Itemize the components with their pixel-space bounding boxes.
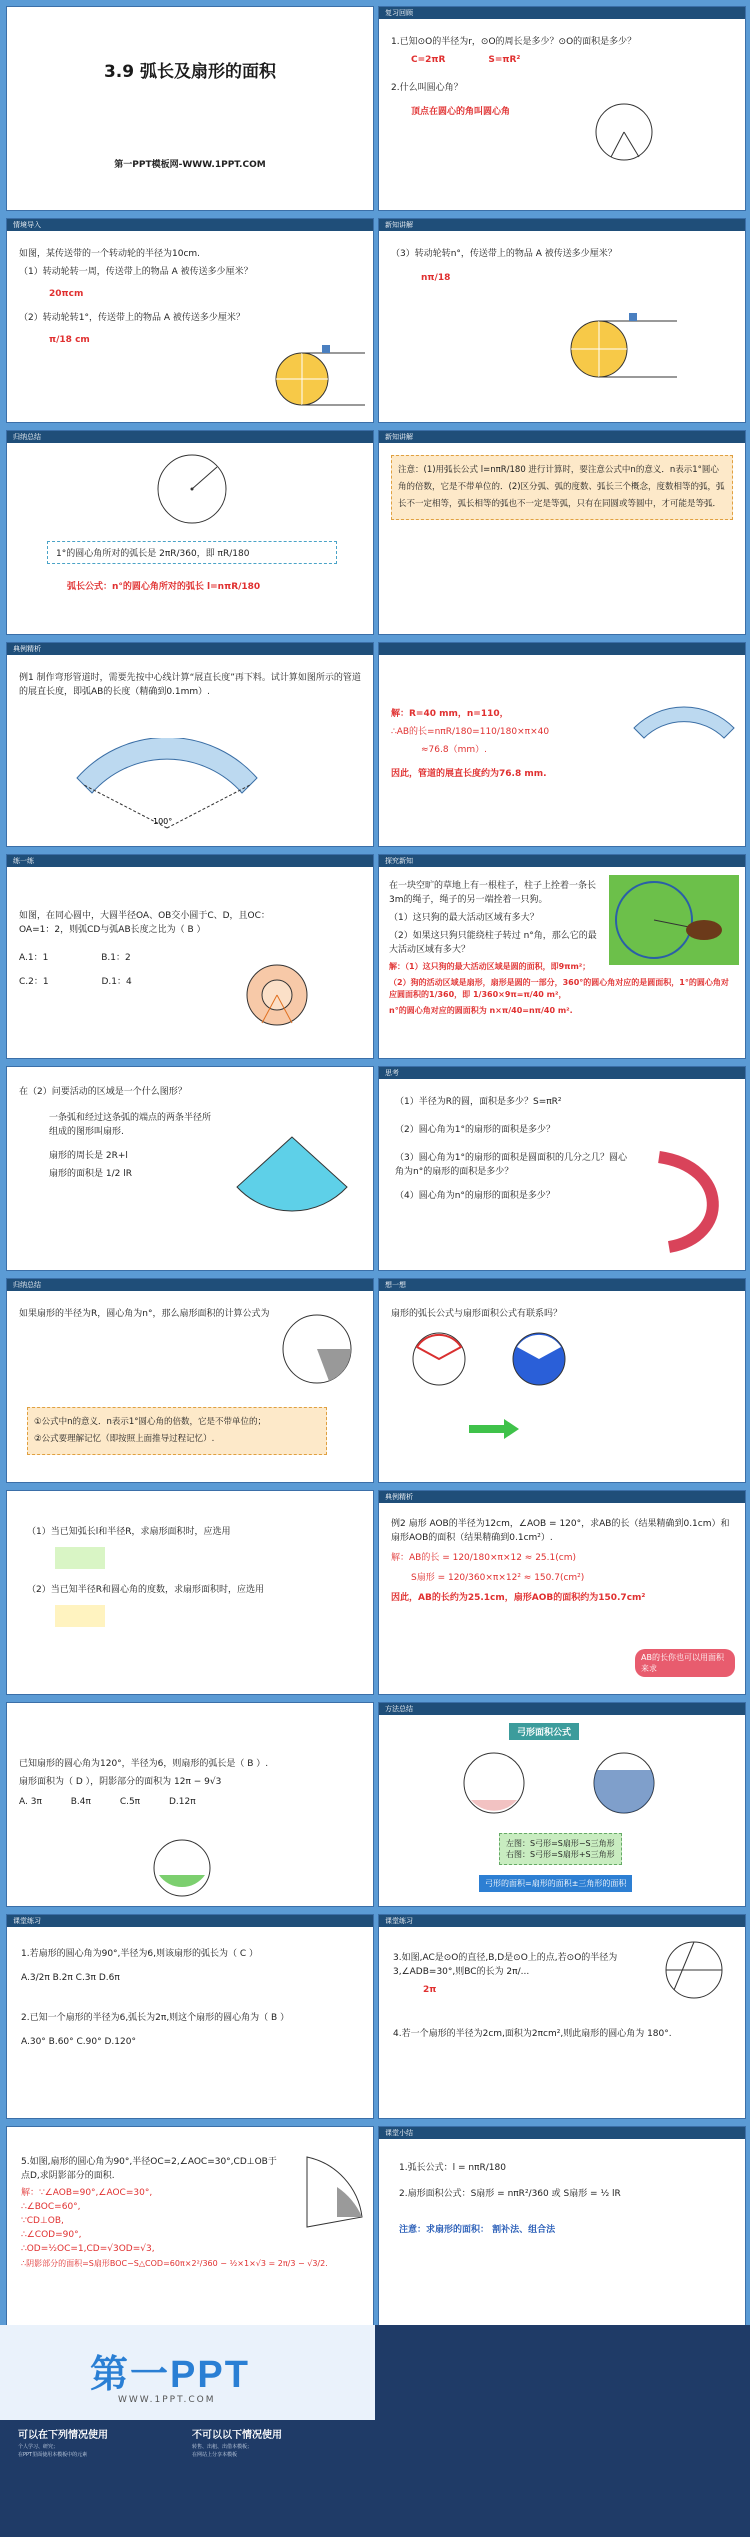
option-b[interactable]: B.1：2 [101, 953, 131, 963]
page-title: 3.9 弧长及扇形的面积 [103, 62, 277, 82]
answer: 顶点在圆心的角叫圆心角 [411, 107, 511, 117]
summary-note: 注意：求扇形的面积： 割补法、组合法 [399, 2225, 556, 2235]
arc-length-formula: 弧长公式：n°的圆心角所对的弧长 l=nπR/180 [67, 582, 261, 592]
answer: C=2πR [411, 55, 446, 65]
usage-title: 不可以以下情况使用 [192, 2430, 282, 2441]
slide-intro[interactable] [6, 218, 374, 423]
wheel-diagram [559, 304, 679, 384]
slide-header [379, 643, 745, 655]
option-b[interactable]: B.4π [70, 1797, 91, 1807]
slide-header: 情境导入 [7, 219, 373, 231]
solution-line: 因此，管道的展直长度约为76.8 mm. [391, 769, 547, 779]
solution-line: ∴AB的长=nπR/180=110/180×π×40 [391, 727, 550, 737]
formula-badge [55, 1547, 105, 1569]
slide-review[interactable] [378, 6, 746, 211]
solution-line: n°的圆心角对应的圆面积为 n×π/40=nπ/40 m². [389, 1006, 573, 1015]
answer: nπ/18 [421, 273, 451, 283]
solution-line: 因此，AB的长约为25.1cm，扇形AOB的面积约为150.7cm² [391, 1593, 646, 1603]
solution-line: 解：∵∠AOB=90°,∠AOC=30°, [21, 2188, 153, 2198]
slide-reflect[interactable] [378, 1278, 746, 1483]
question: （3）转动轮转n°，传送带上的物品 A 被传送多少厘米？ [391, 249, 617, 259]
question: （1）这只狗的最大活动区域有多大？ [389, 913, 539, 923]
question: （2）圆心角为1°的扇形的面积是多少？ [395, 1125, 555, 1135]
arrow-icon [469, 1419, 519, 1439]
slide-header: 课堂练习 [7, 1915, 373, 1927]
slide-header: 复习回顾 [379, 7, 745, 19]
circle-diagram [147, 1833, 217, 1903]
options[interactable]: A.30° B.60° C.90° D.120° [21, 2037, 136, 2047]
question: 2.已知一个扇形的半径为6,弧长为2π,则这个扇形的圆心角为（ B ） [21, 2013, 290, 2023]
formula-line: 右图：S弓形=S扇形+S三角形 [506, 1850, 615, 1859]
question: （3）圆心角为1°的扇形的面积是圆面积的几分之几？圆心角为n°的扇形的面积是多少？ [395, 1153, 627, 1177]
brand-logo: 第一PPT [90, 2354, 250, 2396]
text: 在一块空旷的草地上有一根柱子，柱子上拴着一条长3m的绳子，绳子的另一端拴着一只狗。 [389, 881, 597, 905]
solution-line: ∴∠COD=90°, [21, 2230, 82, 2240]
slide-header: 思考 [379, 1067, 745, 1079]
brand-url[interactable]: WWW.1PPT.COM [118, 2395, 216, 2405]
question: 5.如图,扇形的圆心角为90°,半径OC=2,∠AOC=30°,CD⊥OB于点D,求阴影部分的面积. [21, 2157, 277, 2181]
options[interactable]: A.3/2π B.2π C.3π D.6π [21, 1973, 120, 1983]
slide-class-practice-3[interactable] [6, 2126, 374, 2331]
answer: S=πR² [488, 55, 521, 65]
slide-formula-choice[interactable] [6, 1490, 374, 1695]
solution-line: 解：（1）这只狗的最大活动区域是圆的面积，即9πm²； [389, 962, 591, 971]
slide-example-1-solution[interactable] [378, 642, 746, 847]
note-box [27, 1407, 327, 1455]
question: （4）圆心角为n°的扇形的面积是多少？ [395, 1191, 555, 1201]
question: 1.已知⊙O的半径为r，⊙O的周长是多少？⊙O的面积是多少？ [391, 37, 637, 47]
note-line: ①公式中n的意义．n表示1°圆心角的倍数，它是不带单位的； [34, 1417, 267, 1427]
solution-line: S扇形 = 120/360×π×12² ≈ 150.7(cm²) [411, 1573, 585, 1583]
answer: π/18 cm [49, 335, 90, 345]
example-text: 例1 制作弯形管道时，需要先按中心线计算“展直长度”再下料。试计算如图所示的管道的展直长度，即弧AB的长度（精确到0.1mm）. [19, 673, 361, 697]
question: 2.什么叫圆心角？ [391, 83, 463, 93]
slide-header: 方法总结 [379, 1703, 745, 1715]
wheel-diagram [267, 339, 367, 414]
slide-practice[interactable] [6, 854, 374, 1059]
option-d[interactable]: D.1：4 [101, 977, 132, 987]
logo-area [0, 2325, 375, 2420]
slide-header: 想一想 [379, 1279, 745, 1291]
slide-header: 练一练 [7, 855, 373, 867]
footer-right-panel [375, 2325, 750, 2537]
solution-line: ≈76.8（mm）. [421, 745, 487, 755]
solution-line: ∵CD⊥OB, [21, 2216, 64, 2226]
slide-notes[interactable] [378, 430, 746, 635]
circle-diagram [509, 1329, 569, 1389]
slide-sector-definition[interactable] [6, 1066, 374, 1271]
formula-text: 1°的圆心角所对的弧长是 2πR/360，即 πR/180 [56, 549, 250, 559]
question: 已知扇形的圆心角为120°，半径为6，则扇形的弧长是（ B ）. [19, 1759, 269, 1769]
perimeter-formula: 扇形的周长是 2R+l [49, 1151, 128, 1161]
circle-diagram [147, 449, 237, 529]
dog-diagram [609, 875, 739, 965]
slide-example-1[interactable] [6, 642, 374, 847]
option-c[interactable]: C.5π [119, 1797, 141, 1807]
slide-header: 探究新知 [379, 855, 745, 867]
slide-class-practice-2[interactable] [378, 1914, 746, 2119]
quarter-sector-diagram [297, 2147, 367, 2237]
question: （2）转动轮转1°，传送带上的物品 A 被传送多少厘米？ [19, 313, 245, 323]
area-formula: 扇形的面积是 1/2 lR [49, 1169, 132, 1179]
summary-line: 2.扇形面积公式：S扇形 = nπR²/360 或 S扇形 = ½ lR [399, 2189, 621, 2199]
slide-header: 新知讲解 [379, 219, 745, 231]
slide-sector-formula[interactable] [6, 1278, 374, 1483]
sector-circle [277, 1309, 357, 1389]
slide-class-practice-1[interactable] [6, 1914, 374, 2119]
solution-line: ∴OD=½OC=1,CD=√3OD=√3, [21, 2244, 155, 2254]
circle-diagram [409, 1329, 469, 1389]
option-a[interactable]: A. 3π [19, 1797, 42, 1807]
usage-line: 在网站上分享本模板 [192, 2452, 238, 2458]
slide-explore[interactable] [378, 854, 746, 1059]
curved-arrow [649, 1147, 729, 1257]
formula-box [47, 541, 337, 564]
usage-line: 个人学习、研究； [18, 2444, 59, 2450]
solution-line: ∴阴影部分的面积=S扇形BOC−S△COD=60π×2²/360 − ½×1×√3 = 2π/3 − √3/2. [21, 2259, 328, 2268]
footer [0, 2325, 750, 2537]
slide-new-knowledge[interactable] [378, 218, 746, 423]
question: 扇形面积为（ D ），阴影部分的面积为 12π − 9√3 [19, 1777, 222, 1787]
slide-summary[interactable] [6, 430, 374, 635]
definition: 一条弧和经过这条弧的端点的两条半径所组成的图形叫扇形. [49, 1113, 212, 1137]
formula-badge [55, 1605, 105, 1627]
usage-title: 可以在下列情况使用 [18, 2430, 108, 2441]
sector-diagram [227, 1127, 357, 1217]
solution-line: 解：AB的长 = 120/180×π×12 ≈ 25.1(cm) [391, 1553, 576, 1563]
text: （1）当已知弧长l和半径R，求扇形面积时，应选用 [27, 1527, 231, 1537]
text: 如果扇形的半径为R，圆心角为n°，那么扇形面积的计算公式为 [19, 1309, 270, 1319]
slide-header: 归纳总结 [7, 1279, 373, 1291]
formula-banner: 弓形的面积=扇形的面积±三角形的面积 [479, 1875, 632, 1892]
hint-bubble: AB的长你也可以用面积来求 [635, 1649, 735, 1677]
question: 1.若扇形的圆心角为90°,半径为6,则该扇形的弧长为（ C ） [21, 1949, 258, 1959]
formula-box [499, 1833, 622, 1865]
slide-header: 归纳总结 [7, 431, 373, 443]
slide-practice-2[interactable] [6, 1702, 374, 1907]
usage-line: 转售、出租、出借本模板； [192, 2444, 253, 2450]
option-a[interactable]: A.1：1 [19, 953, 49, 963]
slide-title[interactable] [6, 6, 374, 211]
question: （1）转动轮转一周，传送带上的物品 A 被传送多少厘米？ [19, 267, 253, 277]
note-line: ②公式要理解记忆（即按照上面推导过程记忆）. [34, 1434, 215, 1444]
circle-diagram [589, 97, 659, 167]
slide-method[interactable] [378, 1702, 746, 1907]
question: 如图，在同心圆中，大圆半径OA、OB交小圆于C、D，且OC：OA=1：2，则弧CD与弧AB长度之比为（ B ） [19, 911, 270, 935]
slide-example-2[interactable] [378, 1490, 746, 1695]
concentric-circle-diagram [237, 955, 317, 1035]
circle-diagram [659, 1935, 729, 2005]
page-subtitle: 第一PPT模板网-WWW.1PPT.COM [114, 160, 266, 170]
formula-line: 左图：S弓形=S扇形−S三角形 [506, 1839, 615, 1848]
question: （1）半径为R的圆，面积是多少？S=πR² [395, 1097, 562, 1107]
slide-header: 典例精析 [7, 643, 373, 655]
usage-line: 在PPT里面使用本模板中的元素 [18, 2452, 88, 2458]
solution-line: 解：R=40 mm，n=110， [391, 709, 509, 719]
text: （2）当已知半径R和圆心角的度数，求扇形面积时，应选用 [27, 1585, 264, 1595]
circle-diagram [589, 1748, 659, 1818]
method-tag: 弓形面积公式 [509, 1723, 579, 1740]
question: 扇形的弧长公式与扇形面积公式有联系吗？ [391, 1309, 563, 1319]
answer: 2π [423, 1985, 437, 1995]
question: 4.若一个扇形的半径为2cm,面积为2πcm²,则此扇形的圆心角为 180°. [393, 2029, 672, 2039]
option-c[interactable]: C.2：1 [19, 977, 49, 987]
example-text: 例2 扇形 AOB的半径为12cm，∠AOB = 120°，求AB的长（结果精确到0.1cm）和扇形AOB的面积（结果精确到0.1cm²）. [391, 1519, 730, 1543]
slide-header: 新知讲解 [379, 431, 745, 443]
text: 如图，某传送带的一个转动轮的半径为10cm. [19, 249, 201, 259]
question: 3.如图,AC是⊙O的直径,B,D是⊙O上的点,若⊙O的半径为3,∠ADB=30°,则BC的长为 2π/... [393, 1953, 618, 1977]
answer: 20πcm [49, 289, 84, 299]
usage-panel-left [0, 2420, 375, 2537]
slide-header: 课堂小结 [379, 2127, 745, 2139]
slide-summary-final[interactable] [378, 2126, 746, 2331]
slide-header: 典例精析 [379, 1491, 745, 1503]
slide-header: 课堂练习 [379, 1915, 745, 1927]
circle-diagram [459, 1748, 529, 1818]
pipe-diagram [629, 703, 739, 773]
note-box: 注意：(1)用弧长公式 l=nπR/180 进行计算时，要注意公式中n的意义．n表示1°圆心角的倍数，它是不带单位的．(2)区分弧、弧的度数、弧长三个概念，度数相等的弧，弧长不一定相等，弧长相等的弧也不一定是等弧，只有在同圆或等圆中，才可能是等弧． [391, 455, 733, 520]
option-d[interactable]: D.12π [168, 1797, 196, 1807]
solution-line: （2）狗的活动区域是扇形，扇形是圆的一部分，360°的圆心角对应的是圆面积，1°的圆心角对应圆面积的1/360，即 1/360×9π=π/40 m²， [389, 978, 729, 999]
angle-label: 100° [153, 817, 173, 826]
question: 在（2）问要活动的区域是一个什么图形？ [19, 1087, 187, 1097]
summary-line: 1.弧长公式：l = nπR/180 [399, 2163, 506, 2173]
slide-think[interactable] [378, 1066, 746, 1271]
solution-line: ∴∠BOC=60°, [21, 2202, 81, 2212]
pipe-diagram [67, 738, 267, 838]
question: （2）如果这只狗只能绕柱子转过 n°角，那么它的最大活动区域有多大？ [389, 931, 597, 955]
